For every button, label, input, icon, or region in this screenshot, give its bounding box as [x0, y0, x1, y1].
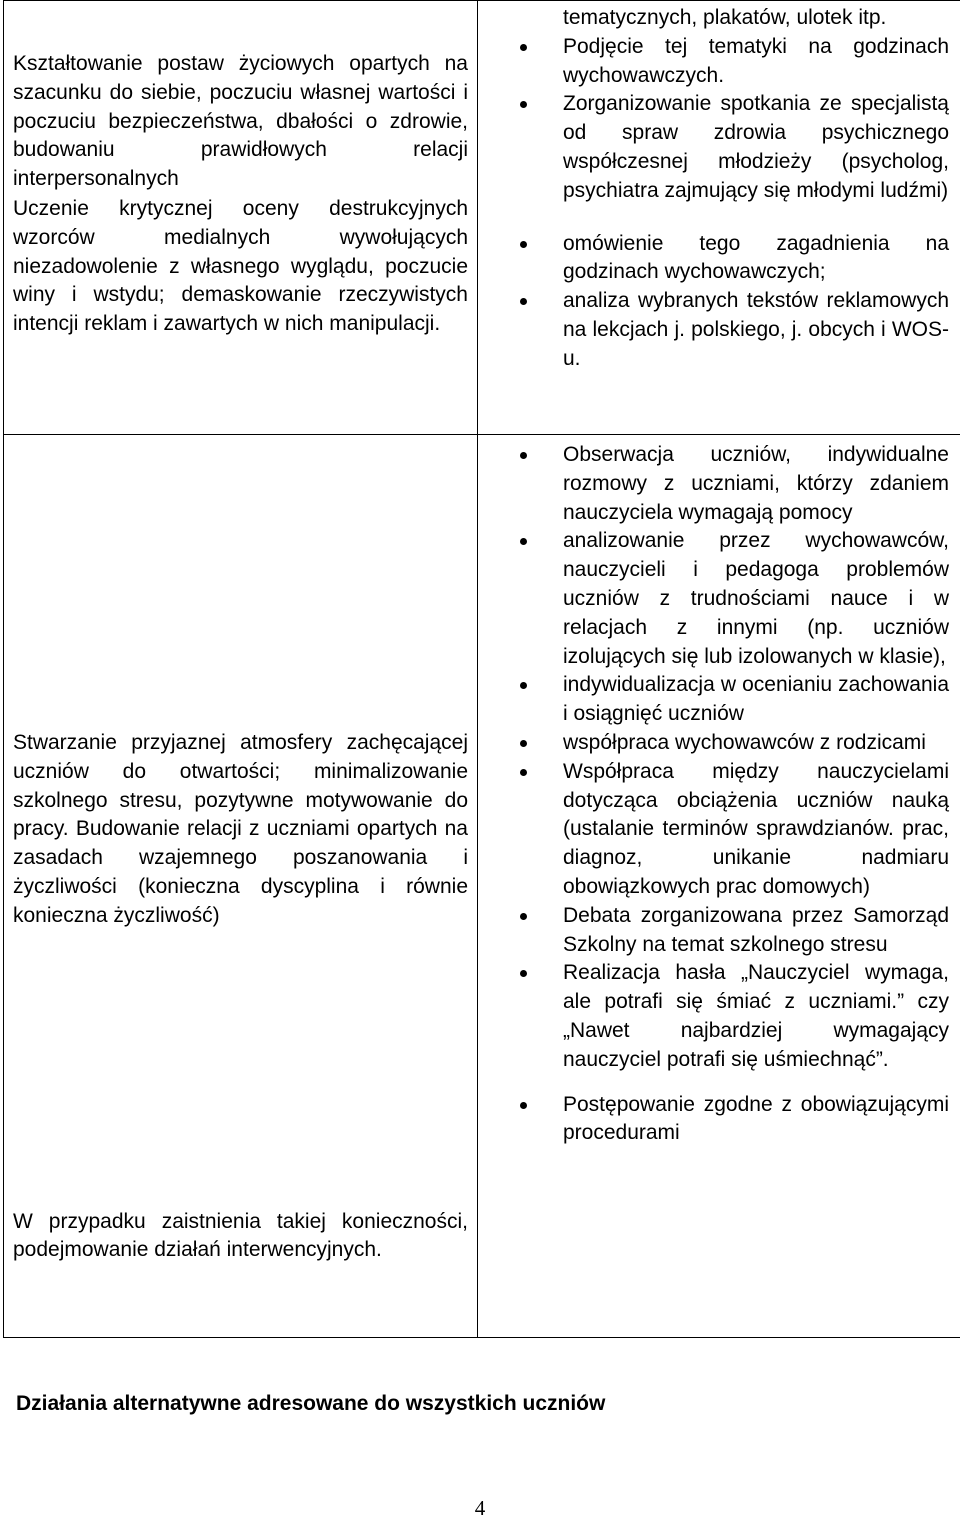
bullet-icon — [520, 101, 527, 108]
activities-table — [3, 0, 960, 1338]
bullet-icon — [520, 769, 527, 776]
list-item: indywidualizacja w ocenianiu zachowania i osiągnięć uczniów — [478, 671, 960, 729]
list-item: Współpraca między nauczycielami dotycząca obciążenia uczniów nauką (ustalanie terminów sprawdzianów. prac, diagnoz, unikanie nadmiaru obowiązkowych prac domowych) — [478, 758, 960, 902]
goal-cell — [4, 435, 478, 1338]
bullet-icon — [520, 452, 527, 459]
list-item: omówienie tego zagadnienia na godzinach wychowawczych; — [478, 230, 960, 288]
list-item: analizowanie przez wychowawców, nauczycieli i pedagoga problemów uczniów z trudnościami nauce i w relacjach z innymi (np. uczniów izolujących się lub izolowanych w klasie), — [478, 527, 960, 671]
actions-list — [478, 33, 960, 374]
actions-list — [478, 441, 960, 1148]
list-item: współpraca wychowawców z rodzicami — [478, 729, 960, 758]
goal-text: W przypadku zaistnienia takiej konieczności, podejmowanie działań interwencyjnych. — [13, 1208, 468, 1266]
bullet-icon — [520, 913, 527, 920]
bullet-icon — [520, 1102, 527, 1109]
goal-text: Kształtowanie postaw życiowych opartych na szacunku do siebie, poczuciu własnej wartości i poczuciu bezpieczeństwa, dbałości o zdrowie, budowaniu prawidłowych relacji interpersonalnych — [13, 50, 468, 194]
bullet-icon — [520, 538, 527, 545]
section-heading: Działania alternatywne adresowane do wszystkich uczniów — [16, 1390, 605, 1419]
actions-cell — [478, 1, 960, 435]
bullet-icon — [520, 298, 527, 305]
table-row — [4, 435, 960, 1338]
list-item: Zorganizowanie spotkania ze specjalistą od spraw zdrowia psychicznego współczesnej młodzieży (psycholog, psychiatra zajmujący się młodymi ludźmi) — [478, 90, 960, 205]
goal-text: Stwarzanie przyjaznej atmosfery zachęcającej uczniów do otwartości; minimalizowanie szkolnego stresu, pozytywne motywowanie do pracy. Budowanie relacji z uczniami opartych na zasadach wzajemnego poszanowania i życzliwości (konieczna dyscyplina i równie konieczna życzliwość) — [13, 729, 468, 931]
list-item: Realizacja hasła „Nauczyciel wymaga, ale potrafi się śmiać z uczniami.” czy „Nawet najbardziej wymagający nauczyciel potrafi się uśmiechnąć”. — [478, 959, 960, 1074]
continuation-text: tematycznych, plakatów, ulotek itp. — [478, 4, 960, 33]
list-item: analiza wybranych tekstów reklamowych na lekcjach j. polskiego, j. obcych i WOS-u. — [478, 287, 960, 373]
list-item: Podjęcie tej tematyki na godzinach wychowawczych. — [478, 33, 960, 91]
bullet-icon — [520, 970, 527, 977]
table-row — [4, 1, 960, 435]
list-item: Obserwacja uczniów, indywidualne rozmowy z uczniami, którzy zdaniem nauczyciela wymagają pomocy — [478, 441, 960, 527]
bullet-icon — [520, 44, 527, 51]
actions-cell — [478, 435, 960, 1338]
page-number: 4 — [0, 1494, 960, 1523]
list-item: Debata zorganizowana przez Samorząd Szkolny na temat szkolnego stresu — [478, 902, 960, 960]
bullet-icon — [520, 241, 527, 248]
goal-cell — [4, 1, 478, 435]
bullet-icon — [520, 740, 527, 747]
list-item: Postępowanie zgodne z obowiązującymi procedurami — [478, 1091, 960, 1149]
goal-text: Uczenie krytycznej oceny destrukcyjnych wzorców medialnych wywołujących niezadowolenie z własnego wyglądu, poczucie winy i wstydu; demaskowanie rzeczywistych intencji reklam i zawartych w nich manipulacji. — [13, 195, 468, 339]
bullet-icon — [520, 682, 527, 689]
